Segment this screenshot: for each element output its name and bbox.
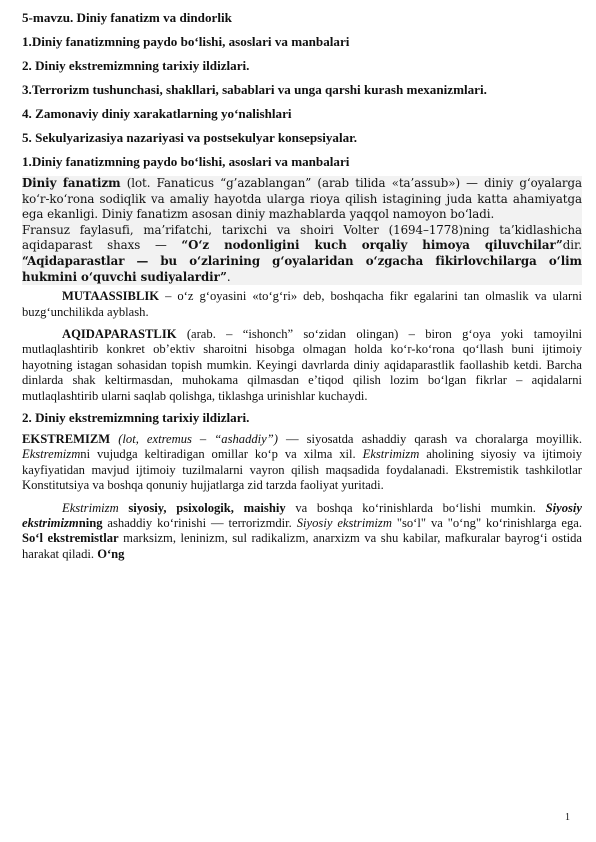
text: ni vujudga keltiradigan omillar ko‘p va xilma xil. bbox=[80, 447, 363, 462]
quote-1: “O‘z nodonligini kuch orqaliy himoya qiluvchilar” bbox=[181, 238, 563, 253]
quote-2: “Aqidaparastlar — bu o‘zlarining g‘oyalaridan o‘zgacha fikirlovchilarga o‘lim hukmini o‘quvchi sudiyalardir” bbox=[22, 253, 582, 284]
definition-ekstremizm bbox=[22, 432, 582, 494]
volter-quote-paragraph bbox=[22, 223, 582, 285]
definition-mutaassiblik bbox=[22, 289, 582, 320]
italic-term: Siyosiy ekstrimizm bbox=[296, 516, 392, 531]
quote-mid: dir. bbox=[562, 238, 582, 253]
term-ekstremizm: EKSTREMIZM bbox=[22, 432, 111, 446]
definition-text: (lot. Fanaticus “g’azablangan” (arab tilida «ta’assub») — diniy g‘oyalarga ko‘r-ko‘rona sodiqlik va amaliy hayotda ularga rioya qilish istagining juda katta ahamiyatga ega ekanligi. Diniy fanatizm asosan diniy mazhablarda yaqqol namoyon bo‘ladi. bbox=[22, 176, 582, 222]
quote-end: . bbox=[226, 269, 231, 284]
term-mutaassiblik: MUTAASSIBLIK bbox=[62, 289, 160, 304]
section-heading-1: 1.Diniy fanatizmning paydo bo‘lishi, asoslari va manbalari bbox=[22, 154, 350, 169]
term-aqidaparastlik: AQIDAPARASTLIK bbox=[62, 326, 177, 341]
italic-term: Ekstremizm bbox=[22, 447, 81, 462]
page-number: 1 bbox=[565, 812, 570, 823]
outline-item-5: 5. Sekulyarizasiya nazariyasi va postsekulyar konsepsiyalar. bbox=[22, 130, 358, 145]
quote-intro: Fransuz faylasufi, ma’rifatchi, tarixchi va shoiri Volter (1694–1778)ning ta’kidlashicha aqidaparast shaxs — bbox=[22, 222, 582, 253]
definition-aqidaparastlik bbox=[22, 327, 582, 404]
text: aholining siyosiy va ijtimoiy kayfiyatidan mavjud ijtimoiy tuzilmalarni vayron qilish maqsadida foydalanadi. Ekstremistik tashkilotlar Konstitutsiya va boshqa qonuniy hujjatlarga zid tarzda faoliyat yuritadi. bbox=[22, 447, 582, 493]
text: marksizm, leninizm, sul radikalizm, anarxizm va shu kabilar, mafkuralar bayrog‘i ostida harakat qiladi. bbox=[22, 531, 582, 561]
italic-term: Ekstrimizm bbox=[362, 447, 420, 462]
bold-term: ning bbox=[78, 516, 103, 531]
bold-italic-term: Siyosiy ekstrimizm bbox=[22, 500, 582, 531]
topic-title: 5-mavzu. Diniy fanatizm va dindorlik bbox=[22, 10, 232, 25]
term-diniy-fanatizm: Diniy fanatizm bbox=[22, 176, 121, 190]
definition-diniy-fanatizm bbox=[22, 176, 582, 223]
outline-item-2: 2. Diniy ekstremizmning tarixiy ildizlari. bbox=[22, 58, 250, 73]
definition-text: – o‘z g‘oyasini «to‘g‘ri» deb, boshqacha fikr egalarini tan olmaslik va ularni buzg‘unchilikda ayblash. bbox=[22, 289, 582, 319]
text: va boshqa ko‘rinishlarda bo‘lishi mumkin. bbox=[285, 500, 546, 515]
text: — siyosatda ashaddiy qarash va choralarga moyillik. bbox=[277, 432, 583, 446]
section-heading-2: 2. Diniy ekstremizmning tarixiy ildizlari. bbox=[22, 410, 250, 425]
outline-item-3: 3.Terrorizm tushunchasi, shakllari, sabablari va unga qarshi kurash mexanizmlari. bbox=[22, 82, 487, 97]
bold-term: So‘l ekstremistlar bbox=[22, 531, 119, 546]
bold-term: O‘ng bbox=[97, 546, 125, 561]
bold-term: siyosiy, psixologik, maishiy bbox=[118, 500, 286, 515]
ekstremizm-types-paragraph bbox=[22, 501, 582, 563]
definition-text: (arab. – “ishonch” so‘zidan olingan) – biron g‘oya yoki tamoyilni mutlaqlashtirib konkret ob’ektiv sharoitni hisobga olmagan holda ko‘r-ko‘rona qo‘llash buni ijtimoiy hayotning istagan sohasidan topish mumkin. Keyingi davrlarda diniy aqidaparastlik faollashib ketdi. Barcha dinlarda shak keltirmasdan, muhokama qilmasdan e’tiqod qilish lozim bo‘lgan fikrlar – aqidalarni mutlaqlashtirib ularni saqlab qolishga, tiklashga urinishlar kuchaydi. bbox=[22, 326, 582, 403]
text: "so‘l" va "o‘ng" ko‘rinishlarga ega. bbox=[391, 516, 582, 531]
italic-term: Ekstrimizm bbox=[62, 500, 119, 515]
text: ashaddiy ko‘rinishi — terrorizmdir. bbox=[102, 516, 297, 531]
outline-item-4: 4. Zamonaviy diniy xarakatlarning yo‘nalishlari bbox=[22, 106, 292, 121]
outline-item-1: 1.Diniy fanatizmning paydo bo‘lishi, asoslari va manbalari bbox=[22, 34, 350, 49]
etymology: (lot, extremus – “ashaddiy”) bbox=[110, 432, 278, 446]
